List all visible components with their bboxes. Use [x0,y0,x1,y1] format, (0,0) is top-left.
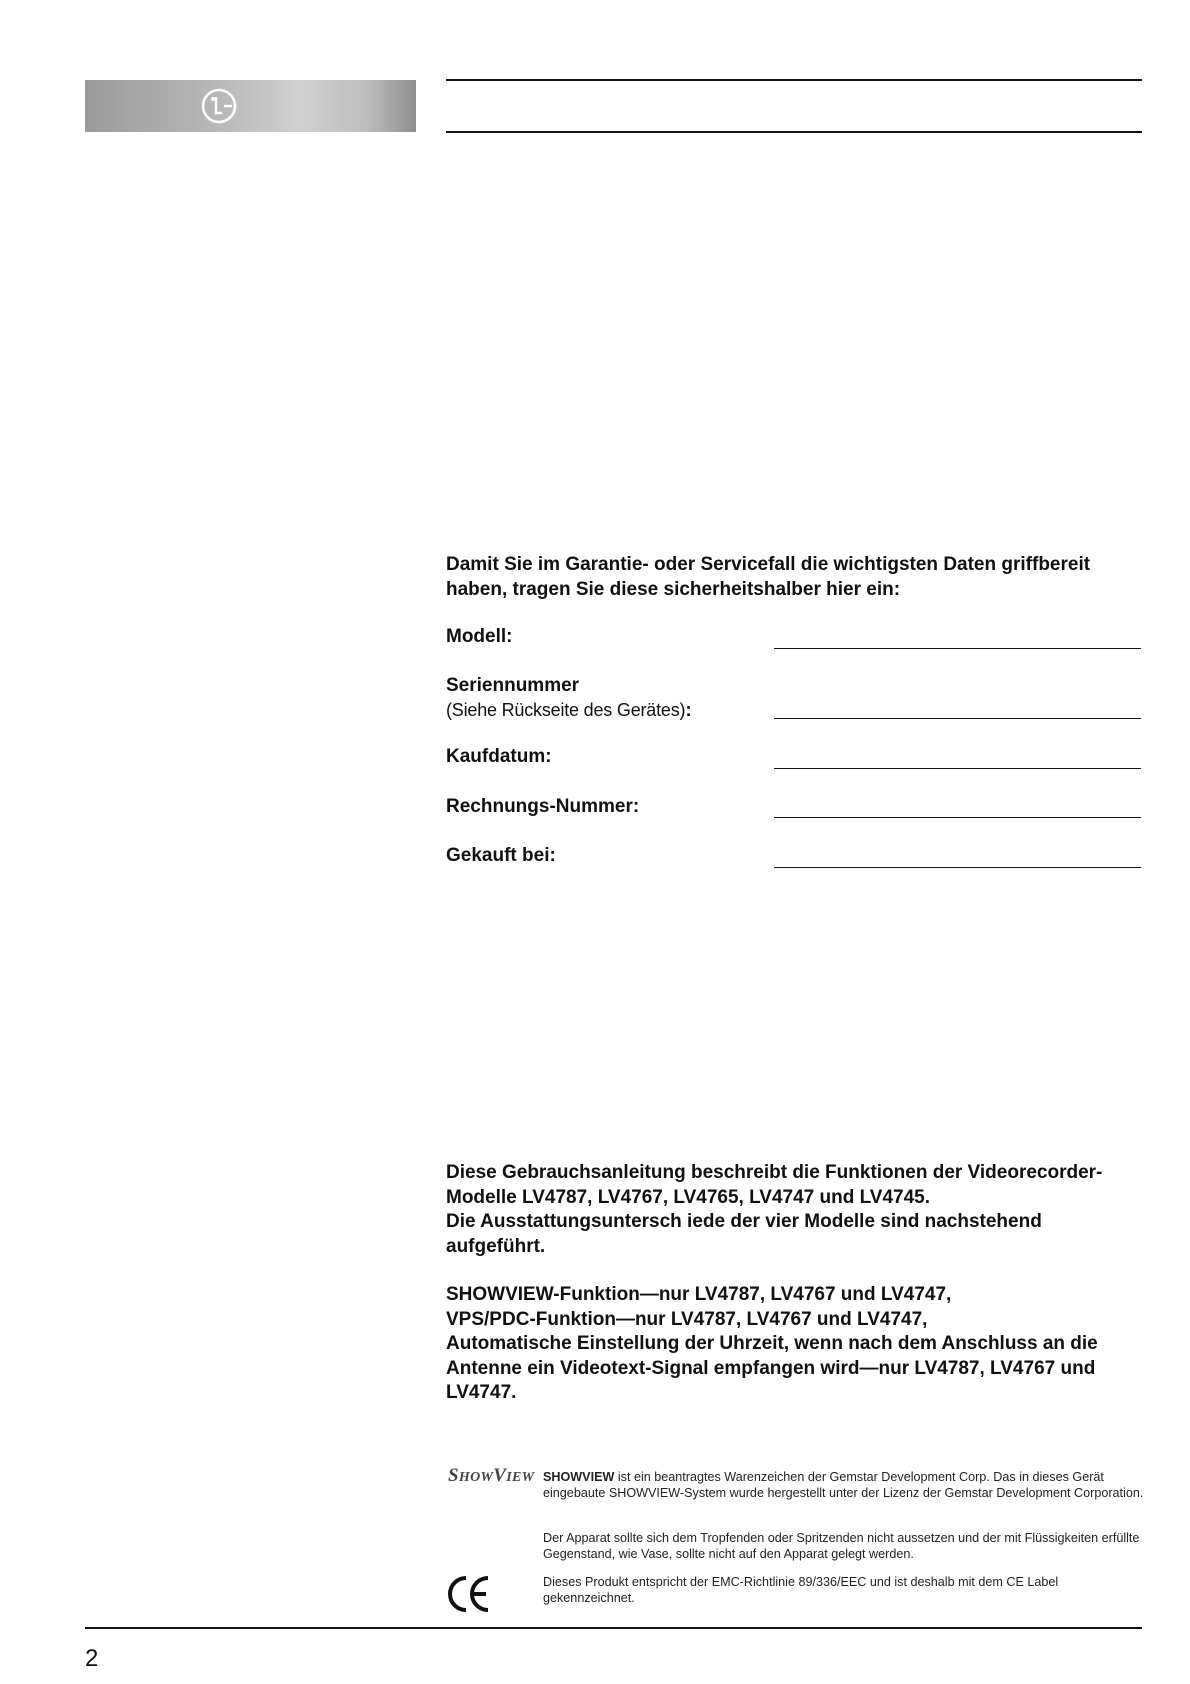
field-serial-colon: : [685,700,692,721]
showview-trademark-note [543,1469,1145,1502]
description-differences: Die Ausstattungsuntersch iede der vier Modelle sind nachstehend aufgeführt. [446,1211,1042,1257]
field-dealer-line [774,867,1141,868]
feature-item: SHOWVIEW-Funktion—nur LV4787, LV4767 und LV4747, [446,1284,952,1305]
field-dealer-label: Gekauft bei: [446,845,556,866]
field-invoice-number-line [774,817,1141,818]
intro-text: Damit Sie im Garantie- oder Servicefall die wichtigsten Daten griffbereit haben, tragen Sie diese sicherheitshalber hier ein: [446,554,1091,600]
field-purchase-date-label: Kaufdatum: [446,746,552,767]
feature-item: VPS/PDC-Funktion—nur LV4787, LV4767 und LV4747, [446,1308,928,1330]
showview-trademark-name: SHOWVIEW [543,1470,615,1484]
field-invoice-number-label: Rechnungs-Nummer: [446,796,640,817]
showview-logo: SHOWVIEW [448,1465,535,1486]
ce-compliance-note: Dieses Produkt entspricht der EMC-Richtlinie 89/336/EEC und ist deshalb mit dem CE Label gekennzeichnet. [543,1575,1059,1606]
feature-item: Automatische Einstellung der Uhrzeit, wenn nach dem Anschluss an die Antenne ein Videotext-Signal empfangen wird—nur LV4787, LV4767 und LV4747. [446,1333,1098,1403]
header-rule-bottom [446,131,1142,133]
field-serial-title: Seriennummer [446,675,580,696]
safety-note: Der Apparat sollte sich dem Tropfenden oder Spritzenden nicht aussetzen und der mit Flüssigkeiten erfüllte Gegenstand, wie Vase, sollte nicht auf den Apparat gelegt werden. [543,1531,1140,1562]
lg-logo-icon [199,86,239,126]
field-model-label: Modell: [446,626,513,647]
page-number: 2 [85,1645,99,1672]
field-serial-hint: (Siehe Rückseite des Gerätes) [446,700,686,720]
footer-rule [85,1627,1142,1629]
logo-bar [85,80,416,132]
field-model-line [774,648,1141,649]
header-rule-top [446,79,1142,81]
model-description [446,1161,1146,1406]
field-serial-line [774,718,1141,719]
field-serial-label [446,674,692,723]
field-purchase-date-line [774,768,1141,769]
ce-mark-icon [446,1574,492,1614]
showview-trademark-text: ist ein beantragtes Warenzeichen der Gemstar Development Corp. Das in dieses Gerät eingebaute SHOWVIEW-System wurde hergestellt unter der Lizenz der Gemstar Development Corporation. [543,1470,1144,1501]
description-models: Diese Gebrauchsanleitung beschreibt die Funktionen der Videorecorder-Modelle LV4787, LV4767, LV4765, LV4747 und LV4745. [446,1162,1103,1208]
